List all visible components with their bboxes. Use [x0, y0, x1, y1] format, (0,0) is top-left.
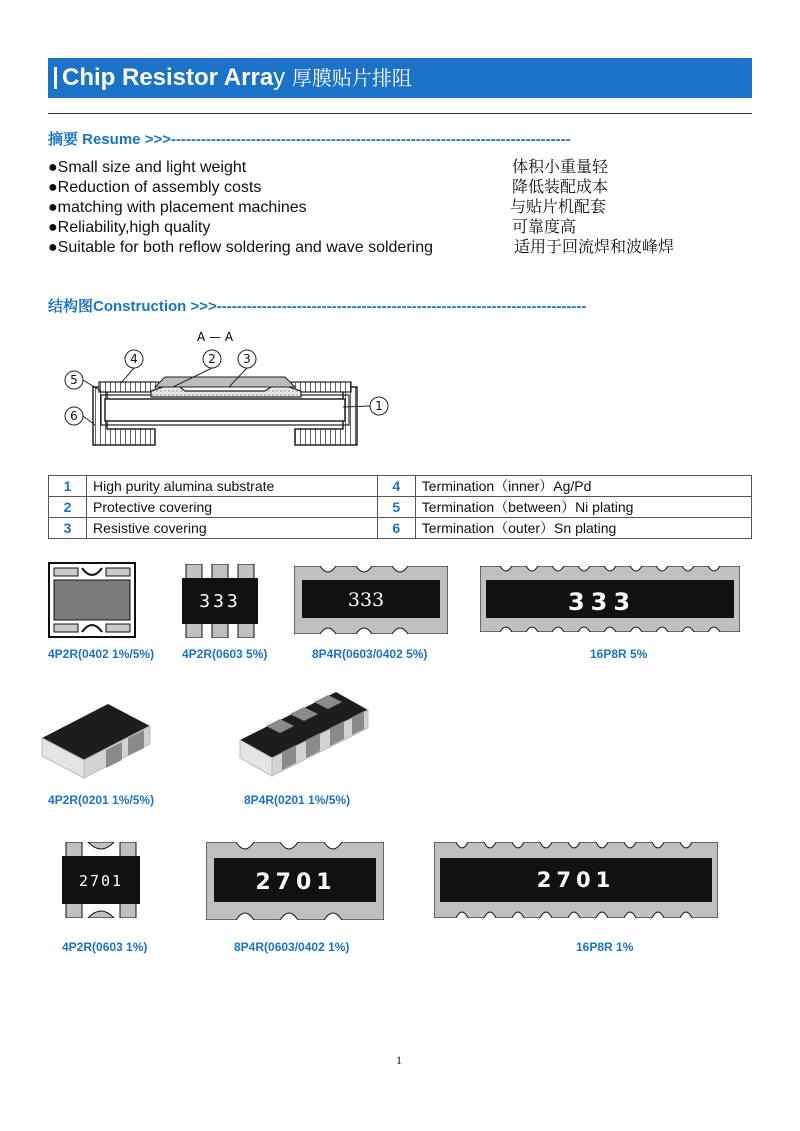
chip-marking: 333 [347, 589, 385, 611]
chip-8p4r-0201-3d-image [236, 688, 372, 784]
chip-16p8r-1pct-image [434, 842, 718, 918]
part-number: 5 [377, 497, 415, 518]
resume-item-en: ●Small size and light weight [48, 159, 247, 176]
title-bar-accent [54, 67, 57, 89]
title-banner [48, 58, 752, 98]
alumina-substrate [105, 399, 345, 421]
chip-marking: 2701 [255, 870, 337, 895]
resume-item-en: ●Reliability,high quality [48, 219, 211, 236]
resume-item-en: ●Suitable for both reflow soldering and wave soldering [48, 239, 433, 256]
part-number: 1 [49, 476, 87, 497]
product-caption: 4P2R(0402 1%/5%) [48, 647, 155, 661]
callout-label-6: 6 [70, 409, 78, 423]
callout-label-5: 5 [70, 373, 78, 387]
callout-label-4: 4 [130, 352, 138, 366]
chip-4p2r-0201-3d-image [36, 698, 156, 782]
chip-8p4r-0603-image [294, 566, 448, 634]
part-number: 6 [377, 518, 415, 539]
title-en: Chip Resistor Arra [62, 64, 274, 91]
page-number: 1 [396, 1053, 402, 1067]
chip-16p8r-image [480, 566, 740, 632]
resume-item-en: ●matching with placement machines [48, 199, 307, 216]
chip-4p2r-0402-image [48, 562, 136, 638]
resume-item-zh: 降低装配成本 [512, 179, 609, 196]
part-description: Termination（outer）Sn plating [415, 518, 751, 539]
construction-diagram [55, 325, 395, 465]
construction-parts-table [48, 475, 752, 539]
resume-item-zh: 体积小重量轻 [512, 159, 609, 176]
chip-marking: 333 [567, 588, 637, 616]
resume-heading: 摘要 Resume >>>-------------------------------------------------------------------------------- [48, 131, 571, 148]
product-caption: 16P8R 5% [590, 647, 648, 661]
callout-label-1: 1 [375, 399, 383, 413]
title-en-tail: y [273, 64, 286, 91]
resume-item-zh: 与贴片机配套 [510, 199, 607, 216]
product-caption: 4P2R(0201 1%/5%) [48, 793, 155, 807]
product-caption: 4P2R(0603 5%) [182, 647, 268, 661]
chip-marking: 333 [199, 591, 241, 612]
header-rule [48, 113, 752, 114]
product-caption: 16P8R 1% [576, 940, 634, 954]
table-row [49, 518, 752, 539]
callout-label-2: 2 [208, 352, 216, 366]
section-label: A — A [197, 330, 234, 344]
chip-marking: 2701 [78, 872, 124, 890]
chip-4p2r-0603-image [182, 564, 258, 638]
title-zh: 厚膜贴片排阻 [291, 68, 412, 90]
chip-4p2r-0603-1pct-image [62, 842, 140, 918]
table-row [49, 497, 752, 518]
inner-termination-left [99, 382, 159, 392]
chip-8p4r-0603-1pct-image [206, 842, 384, 920]
callout-label-3: 3 [243, 352, 251, 366]
part-number: 3 [49, 518, 87, 539]
part-description: Resistive covering [87, 518, 378, 539]
product-caption: 8P4R(0603/0402 1%) [234, 940, 350, 954]
part-description: Termination（inner）Ag/Pd [415, 476, 751, 497]
part-number: 2 [49, 497, 87, 518]
product-caption: 8P4R(0201 1%/5%) [244, 793, 351, 807]
part-number: 4 [377, 476, 415, 497]
product-caption: 8P4R(0603/0402 5%) [312, 647, 428, 661]
resume-item-zh: 适用于回流焊和波峰焊 [514, 239, 675, 256]
resume-item-zh: 可靠度高 [512, 219, 577, 236]
part-description: Protective covering [87, 497, 378, 518]
product-caption: 4P2R(0603 1%) [62, 940, 148, 954]
page-title [62, 62, 412, 95]
construction-heading: 结构图Construction >>>-------------------------------------------------------------------------- [48, 298, 587, 315]
table-row [49, 476, 752, 497]
part-description: High purity alumina substrate [87, 476, 378, 497]
resume-item-en: ●Reduction of assembly costs [48, 179, 262, 196]
chip-marking: 2701 [536, 868, 616, 892]
part-description: Termination（between）Ni plating [415, 497, 751, 518]
